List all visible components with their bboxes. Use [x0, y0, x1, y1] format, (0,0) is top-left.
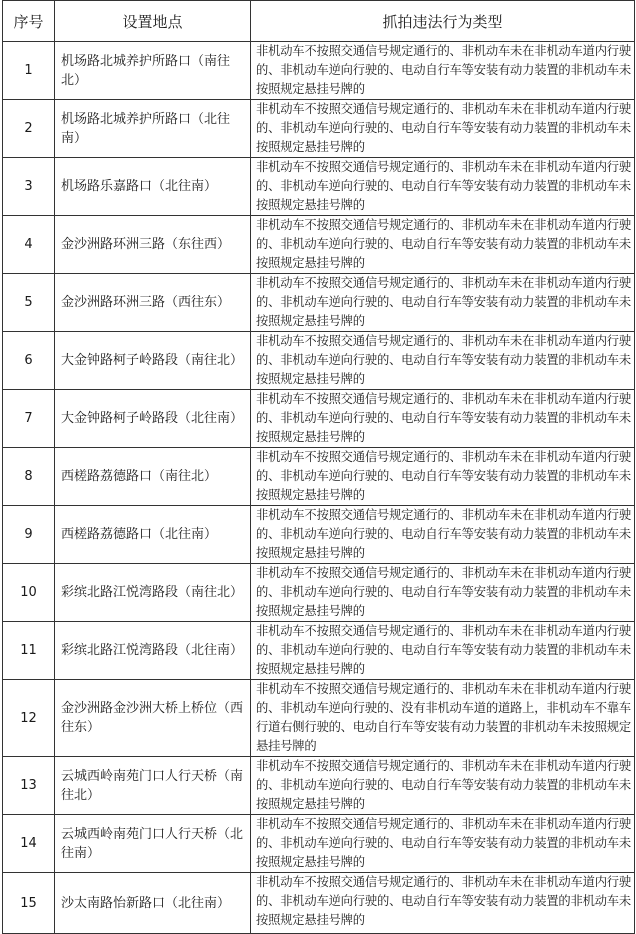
row-violation-type: 非机动车不按照交通信号规定通行的、非机动车未在非机动车道内行驶的、非机动车逆向行驶的、电动自行车等安装有动力装置的非机动车未按照规定悬挂号牌的	[251, 873, 635, 934]
row-location: 彩缤北路江悦湾路段（北往南）	[55, 622, 251, 680]
table-row	[3, 100, 635, 158]
row-location: 金沙洲路金沙洲大桥上桥位（西往东）	[55, 680, 251, 757]
row-location: 大金钟路柯子岭路段（南往北）	[55, 332, 251, 390]
row-number: 6	[3, 332, 55, 390]
table-row	[3, 564, 635, 622]
header-location: 设置地点	[55, 1, 251, 42]
table-row	[3, 815, 635, 873]
row-violation-type: 非机动车不按照交通信号规定通行的、非机动车未在非机动车道内行驶的、非机动车逆向行驶的、电动自行车等安装有动力装置的非机动车未按照规定悬挂号牌的	[251, 622, 635, 680]
header-number: 序号	[3, 1, 55, 42]
row-number: 2	[3, 100, 55, 158]
table-row	[3, 216, 635, 274]
row-number: 9	[3, 506, 55, 564]
table-row	[3, 332, 635, 390]
row-violation-type: 非机动车不按照交通信号规定通行的、非机动车未在非机动车道内行驶的、非机动车逆向行驶的、没有非机动车道的道路上，非机动车不靠车行道右侧行驶的、电动自行车等安装有动力装置的非机动车未按照规定悬挂号牌的	[251, 680, 635, 757]
row-number: 5	[3, 274, 55, 332]
row-location: 金沙洲路环洲三路（西往东）	[55, 274, 251, 332]
table-header-row	[3, 1, 635, 42]
table-row	[3, 680, 635, 757]
row-violation-type: 非机动车不按照交通信号规定通行的、非机动车未在非机动车道内行驶的、非机动车逆向行驶的、电动自行车等安装有动力装置的非机动车未按照规定悬挂号牌的	[251, 332, 635, 390]
row-number: 12	[3, 680, 55, 757]
table-row	[3, 448, 635, 506]
row-violation-type: 非机动车不按照交通信号规定通行的、非机动车未在非机动车道内行驶的、非机动车逆向行驶的、电动自行车等安装有动力装置的非机动车未按照规定悬挂号牌的	[251, 815, 635, 873]
row-number: 4	[3, 216, 55, 274]
table-row	[3, 757, 635, 815]
table-row	[3, 158, 635, 216]
row-number: 13	[3, 757, 55, 815]
violation-camera-table	[2, 0, 635, 934]
row-violation-type: 非机动车不按照交通信号规定通行的、非机动车未在非机动车道内行驶的、非机动车逆向行驶的、电动自行车等安装有动力装置的非机动车未按照规定悬挂号牌的	[251, 42, 635, 100]
row-number: 11	[3, 622, 55, 680]
row-violation-type: 非机动车不按照交通信号规定通行的、非机动车未在非机动车道内行驶的、非机动车逆向行驶的、电动自行车等安装有动力装置的非机动车未按照规定悬挂号牌的	[251, 274, 635, 332]
row-violation-type: 非机动车不按照交通信号规定通行的、非机动车未在非机动车道内行驶的、非机动车逆向行驶的、电动自行车等安装有动力装置的非机动车未按照规定悬挂号牌的	[251, 100, 635, 158]
row-number: 3	[3, 158, 55, 216]
row-location: 西槎路荔德路口（北往南）	[55, 506, 251, 564]
row-number: 15	[3, 873, 55, 934]
row-violation-type: 非机动车不按照交通信号规定通行的、非机动车未在非机动车道内行驶的、非机动车逆向行驶的、电动自行车等安装有动力装置的非机动车未按照规定悬挂号牌的	[251, 448, 635, 506]
table-row	[3, 274, 635, 332]
row-violation-type: 非机动车不按照交通信号规定通行的、非机动车未在非机动车道内行驶的、非机动车逆向行驶的、电动自行车等安装有动力装置的非机动车未按照规定悬挂号牌的	[251, 506, 635, 564]
table-row	[3, 390, 635, 448]
row-location: 沙太南路怡新路口（北往南）	[55, 873, 251, 934]
row-violation-type: 非机动车不按照交通信号规定通行的、非机动车未在非机动车道内行驶的、非机动车逆向行驶的、电动自行车等安装有动力装置的非机动车未按照规定悬挂号牌的	[251, 564, 635, 622]
row-number: 1	[3, 42, 55, 100]
row-location: 金沙洲路环洲三路（东往西）	[55, 216, 251, 274]
table-row	[3, 873, 635, 934]
row-location: 机场路北城养护所路口（南往北）	[55, 42, 251, 100]
row-location: 机场路北城养护所路口（北往南）	[55, 100, 251, 158]
row-location: 云城西岭南苑门口人行天桥（北往南）	[55, 815, 251, 873]
table-row	[3, 42, 635, 100]
row-location: 彩缤北路江悦湾路段（南往北）	[55, 564, 251, 622]
row-violation-type: 非机动车不按照交通信号规定通行的、非机动车未在非机动车道内行驶的、非机动车逆向行驶的、电动自行车等安装有动力装置的非机动车未按照规定悬挂号牌的	[251, 158, 635, 216]
row-number: 10	[3, 564, 55, 622]
row-location: 大金钟路柯子岭路段（北往南）	[55, 390, 251, 448]
row-number: 7	[3, 390, 55, 448]
row-location: 云城西岭南苑门口人行天桥（南往北）	[55, 757, 251, 815]
row-location: 西槎路荔德路口（南往北）	[55, 448, 251, 506]
row-location: 机场路乐嘉路口（北往南）	[55, 158, 251, 216]
row-violation-type: 非机动车不按照交通信号规定通行的、非机动车未在非机动车道内行驶的、非机动车逆向行驶的、电动自行车等安装有动力装置的非机动车未按照规定悬挂号牌的	[251, 216, 635, 274]
table-row	[3, 622, 635, 680]
row-number: 8	[3, 448, 55, 506]
header-violation-type: 抓拍违法行为类型	[251, 1, 635, 42]
row-violation-type: 非机动车不按照交通信号规定通行的、非机动车未在非机动车道内行驶的、非机动车逆向行驶的、电动自行车等安装有动力装置的非机动车未按照规定悬挂号牌的	[251, 757, 635, 815]
row-violation-type: 非机动车不按照交通信号规定通行的、非机动车未在非机动车道内行驶的、非机动车逆向行驶的、电动自行车等安装有动力装置的非机动车未按照规定悬挂号牌的	[251, 390, 635, 448]
table-row	[3, 506, 635, 564]
row-number: 14	[3, 815, 55, 873]
